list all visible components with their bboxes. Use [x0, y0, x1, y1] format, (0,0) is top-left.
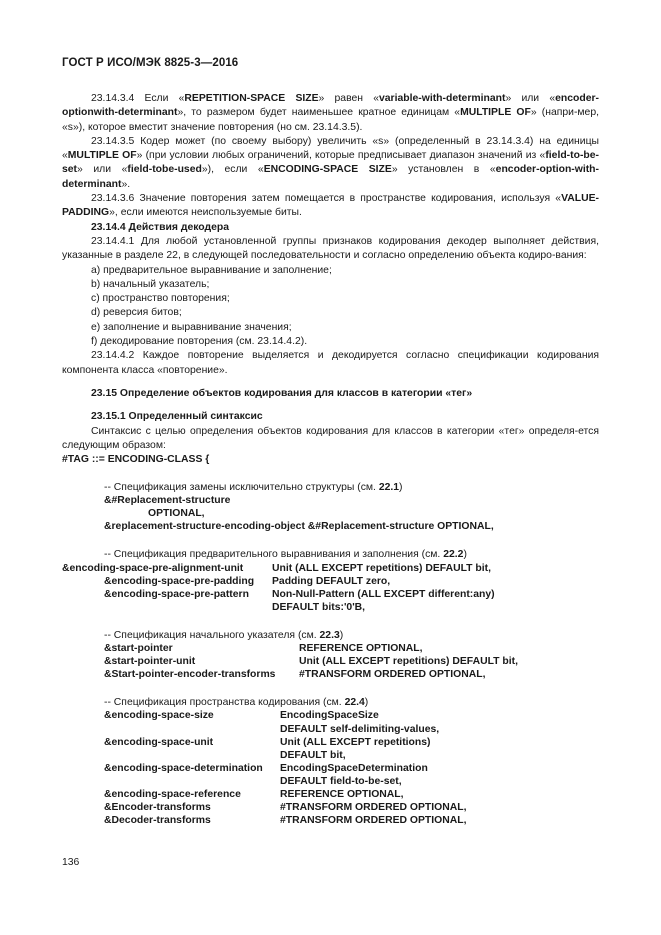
paragraph-23-14-3-6: 23.14.3.6 Значение повторения затем помещается в пространстве кодирования, используя «VALUE-PADDING», если имеются неиспользуемые биты. — [62, 193, 599, 219]
code-row — [62, 736, 622, 749]
code-field — [104, 723, 280, 736]
code-row — [62, 601, 622, 614]
code-type: #TRANSFORM ORDERED OPTIONAL, — [280, 815, 467, 827]
code-row — [62, 775, 622, 788]
paragraph-23-14-3-5: 23.14.3.5 Кодер может (по своему выбору) увеличить «s» (определенный в 23.14.3.4) на единицы «MULTIPLE OF» (при условии любых ограничений, которые предписывает диапазон значений из «field-to-be-set» или «field-tobe-used»), если «ENCODING-SPACE SIZE» установлен в «encoder-option-with-determinant». — [62, 135, 599, 190]
code-type: Non-Null-Pattern (ALL EXCEPT different:any) — [272, 588, 495, 600]
heading-23-14-4: 23.14.4 Действия декодера — [91, 221, 229, 233]
code-comment: -- Спецификация замены исключительно структуры (см. 22.1) — [104, 482, 403, 494]
code-field: &Start-pointer-encoder-transforms — [104, 669, 276, 681]
code-field — [104, 749, 280, 762]
code-type: Unit (ALL EXCEPT repetitions) DEFAULT bit, — [272, 562, 491, 574]
page-header: ГОСТ Р ИСО/МЭК 8825-3—2016 — [62, 57, 239, 69]
code-type: #TRANSFORM ORDERED OPTIONAL, — [280, 802, 467, 814]
code-row — [62, 588, 622, 601]
page-number: 136 — [62, 857, 80, 868]
paragraph-23-14-4-2: 23.14.4.2 Каждое повторение выделяется и декодируется согласно спецификации кодирования компонента класса «повторение». — [62, 350, 599, 376]
list-item: b) начальный указатель; — [91, 278, 210, 290]
code-row — [62, 709, 622, 722]
code-type: DEFAULT bit, — [280, 749, 346, 761]
paragraph-23-14-4-1: 23.14.4.1 Для любой установленной группы признаков кодирования декодер выполняет действия, указанные в разделе 22, в следующей последовательности и согласно определению объекта кодиро-вания: — [62, 235, 599, 262]
list-item: a) предварительное выравнивание и заполнение; — [91, 264, 332, 276]
code-row — [62, 562, 622, 575]
code-line: &#Replacement-structure — [104, 495, 231, 507]
code-row — [62, 655, 622, 668]
code-comment: -- Спецификация пространства кодирования (см. 22.4) — [104, 697, 369, 709]
code-field: &encoding-space-pre-alignment-unit — [62, 562, 244, 574]
code-field: &encoding-space-unit — [104, 736, 214, 748]
code-field: &start-pointer-unit — [104, 656, 196, 668]
code-field: &encoding-space-reference — [104, 788, 241, 800]
code-field: &encoding-space-size — [104, 710, 214, 722]
list-item: e) заполнение и выравнивание значения; — [91, 321, 292, 333]
heading-23-15-1: 23.15.1 Определенный синтаксис — [91, 411, 263, 423]
code-line: &replacement-structure-encoding-object &#Replacement-structure OPTIONAL, — [104, 521, 494, 533]
code-type: EncodingSpaceSize — [280, 710, 379, 722]
code-row — [62, 642, 622, 655]
code-field: &Decoder-transforms — [104, 815, 211, 827]
code-listing — [62, 453, 622, 827]
code-field — [104, 775, 280, 788]
code-type: Padding DEFAULT zero, — [272, 575, 391, 587]
code-comment: -- Спецификация предварительного выравнивания и заполнения (см. 22.2) — [104, 549, 467, 561]
spacer — [62, 681, 622, 696]
spacer — [62, 614, 622, 629]
code-title: #TAG ::= ENCODING-CLASS { — [62, 454, 210, 465]
code-field: &encoding-space-determination — [104, 762, 263, 774]
code-field: &encoding-space-pre-pattern — [104, 588, 249, 600]
list-item: d) реверсия битов; — [91, 307, 182, 319]
code-type: Unit (ALL EXCEPT repetitions) DEFAULT bit, — [299, 656, 518, 668]
list-item: c) пространство повторения; — [91, 293, 230, 305]
code-type: DEFAULT bits:'0'B, — [272, 601, 366, 613]
code-row — [62, 801, 622, 814]
paragraph-23-14-3-4: 23.14.3.4 Если «REPETITION-SPACE SIZE» равен «variable-with-determinant» или «encoder-optionwith-determinant», то размером будет наименьшее кратное единицам «MULTIPLE OF» (напри-мер, «s»), которое вместит значение повторения (но см. 23.14.3.5). — [62, 93, 600, 133]
code-type: REFERENCE OPTIONAL, — [299, 643, 423, 655]
code-comment: -- Спецификация начального указателя (см. 22.3) — [104, 629, 344, 641]
code-row — [62, 788, 622, 801]
body-text — [62, 92, 599, 453]
code-row — [62, 723, 622, 736]
code-field: &encoding-space-pre-padding — [104, 575, 255, 587]
code-row — [62, 668, 622, 681]
code-line: OPTIONAL, — [148, 508, 205, 520]
code-type: REFERENCE OPTIONAL, — [280, 788, 404, 800]
heading-23-15: 23.15 Определение объектов кодирования для классов в категории «тег» — [91, 387, 473, 399]
code-type: #TRANSFORM ORDERED OPTIONAL, — [299, 669, 486, 681]
code-field: &start-pointer — [104, 643, 173, 655]
spacer — [62, 533, 622, 548]
spacer — [62, 466, 622, 481]
code-row — [62, 762, 622, 775]
code-field: &Encoder-transforms — [104, 802, 211, 814]
code-type: Unit (ALL EXCEPT repetitions) — [280, 736, 431, 748]
code-type: DEFAULT field-to-be-set, — [280, 775, 402, 787]
code-row — [62, 749, 622, 762]
code-type: EncodingSpaceDetermination — [280, 762, 428, 774]
list-item: f) декодирование повторения (см. 23.14.4.2). — [91, 336, 308, 348]
paragraph-23-15-1: Синтаксис с целью определения объектов кодирования для классов в категории «тег» определя-ется следующим образом: — [62, 425, 599, 451]
code-type: DEFAULT self-delimiting-values, — [280, 723, 440, 735]
code-row — [62, 575, 622, 588]
code-row — [62, 814, 622, 827]
code-field — [104, 601, 272, 614]
